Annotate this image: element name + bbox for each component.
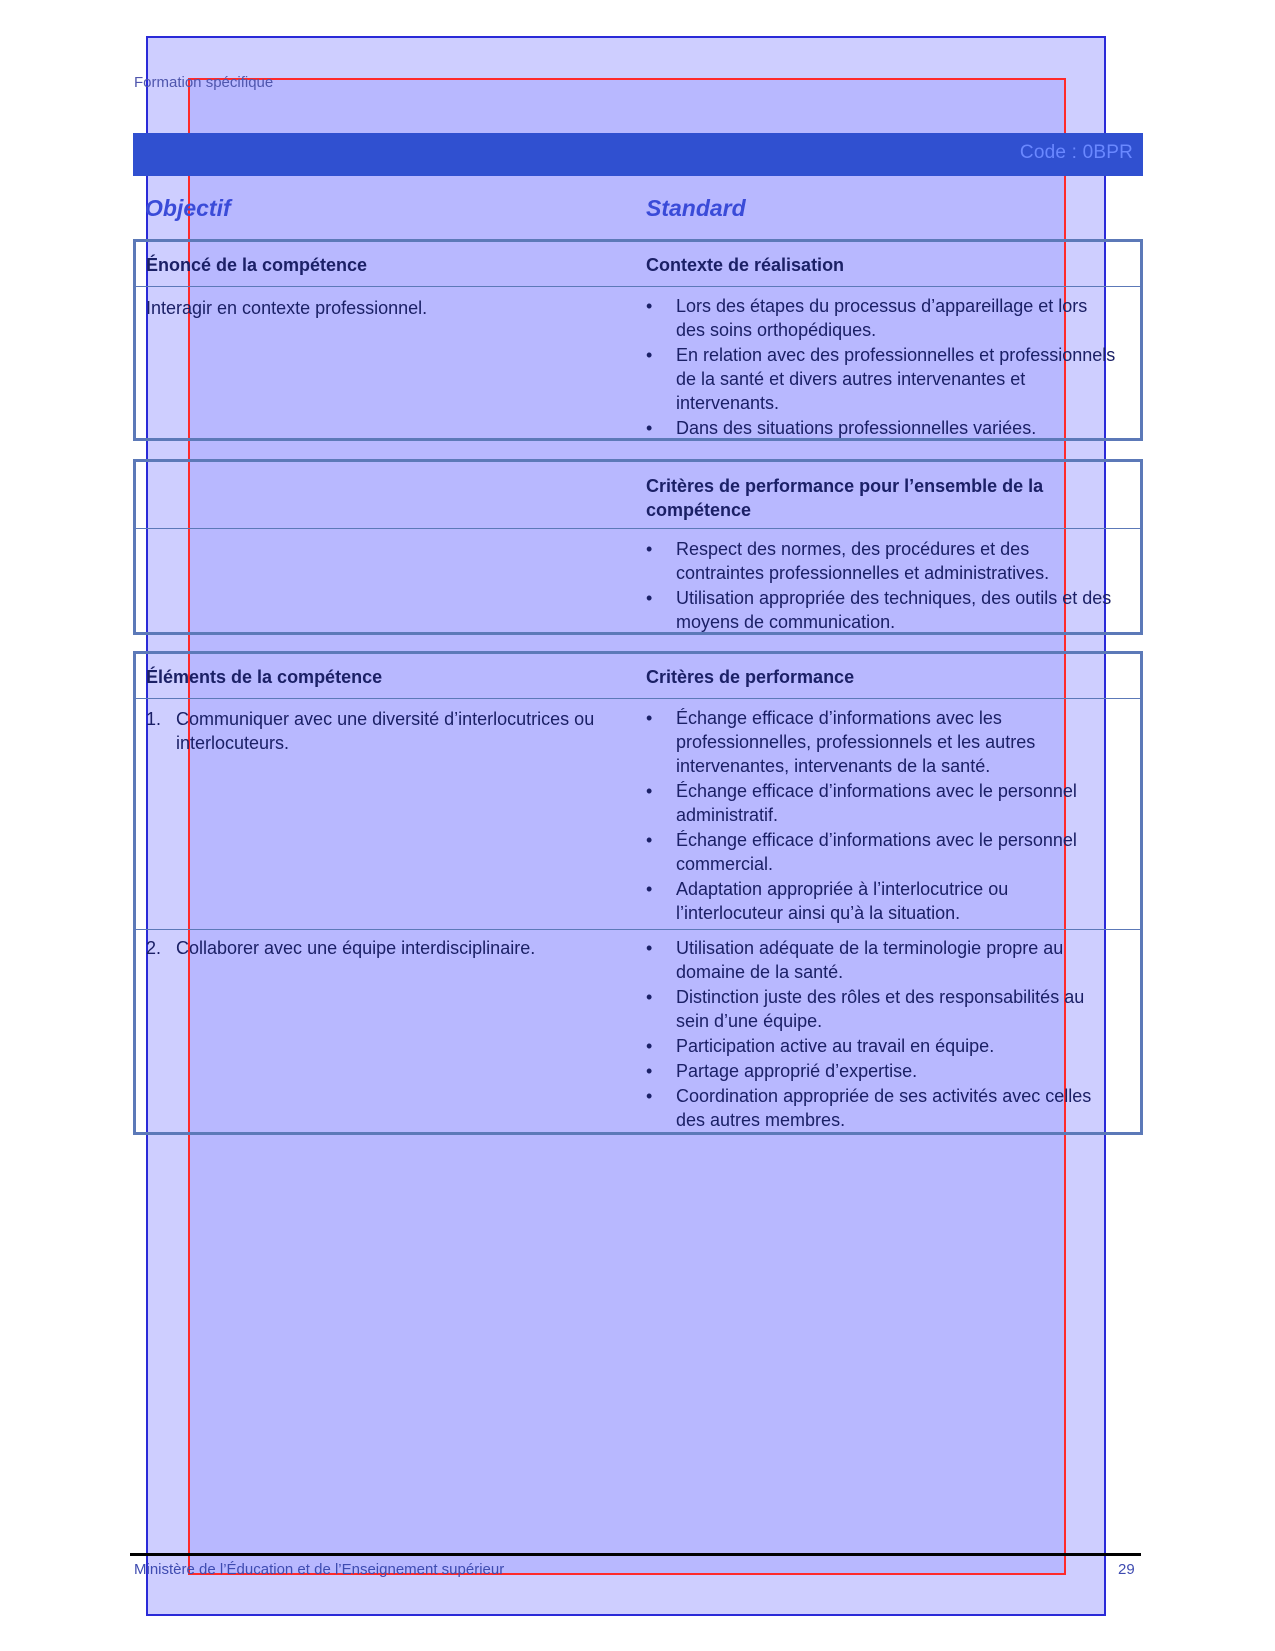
competence-statement-text: Interagir en contexte professionnel. xyxy=(146,298,428,318)
global-performance-header: Critères de performance pour l’ensemble de la compétence xyxy=(646,476,1044,520)
top-section-label: Formation spécifique xyxy=(134,74,274,91)
list-item: • Coordination appropriée de ses activités avec celles des autres membres. xyxy=(646,1084,1116,1132)
table-divider xyxy=(136,528,1140,529)
list-item: • Lors des étapes du processus d’appareillage et lors des soins orthopédiques. xyxy=(646,294,1116,342)
competence-context-table xyxy=(133,239,1143,441)
elements-performance-table xyxy=(133,651,1143,1135)
footer-ministry-label: Ministère de l’Éducation et de l’Enseignement supérieur xyxy=(134,1561,505,1578)
list-item: • En relation avec des professionnelles et professionnels de la santé et divers autres intervenantes et intervenants. xyxy=(646,343,1116,415)
table-divider xyxy=(136,286,1140,287)
list-item: • Respect des normes, des procédures et des contraintes professionnelles et administratives. xyxy=(646,537,1116,585)
competence-statement-header: Énoncé de la compétence xyxy=(146,255,368,275)
list-item: • Distinction juste des rôles et des responsabilités au sein d’une équipe. xyxy=(646,985,1116,1033)
list-item: • Dans des situations professionnelles variées. xyxy=(646,416,1116,440)
objective-title: Objectif xyxy=(145,195,231,221)
performance-bullets-2 xyxy=(646,936,1116,1132)
code-label: Code : 0BPR xyxy=(1019,142,1133,163)
global-performance-table xyxy=(133,459,1143,635)
global-performance-bullets xyxy=(646,537,1116,634)
performance-header: Critères de performance xyxy=(646,667,855,687)
page-number: 29 xyxy=(1118,1561,1135,1578)
element-item-2 xyxy=(146,936,646,960)
table-divider xyxy=(136,929,1140,930)
elements-header: Éléments de la compétence xyxy=(146,667,383,687)
footer-rule xyxy=(130,1553,1141,1556)
table-divider xyxy=(136,698,1140,699)
item-text: Collaborer avec une équipe interdisciplinaire. xyxy=(176,938,536,958)
code-banner xyxy=(133,133,1143,176)
list-item: • Participation active au travail en équipe. xyxy=(646,1034,1116,1058)
list-item: • Échange efficace d’informations avec le personnel administratif. xyxy=(646,779,1116,827)
list-item: • Échange efficace d’informations avec le personnel commercial. xyxy=(646,828,1116,876)
item-number: 2. xyxy=(146,938,162,958)
list-item: • Utilisation appropriée des techniques, des outils et des moyens de communication. xyxy=(646,586,1116,634)
performance-bullets-1 xyxy=(646,706,1116,925)
item-number: 1. xyxy=(146,709,162,729)
list-item: • Adaptation appropriée à l’interlocutrice ou l’interlocuteur ainsi qu’à la situation. xyxy=(646,877,1116,925)
context-header: Contexte de réalisation xyxy=(646,255,845,275)
element-item-1 xyxy=(146,707,646,755)
item-text: Communiquer avec une diversité d’interlocutrices ou interlocuteurs. xyxy=(176,709,595,753)
standard-title: Standard xyxy=(646,195,746,221)
list-item: • Partage approprié d’expertise. xyxy=(646,1059,1116,1083)
list-item: • Utilisation adéquate de la terminologie propre au domaine de la santé. xyxy=(646,936,1116,984)
context-bullets xyxy=(646,294,1116,440)
list-item: • Échange efficace d’informations avec les professionnelles, professionnels et les autres intervenantes, intervenants de la santé. xyxy=(646,706,1116,778)
